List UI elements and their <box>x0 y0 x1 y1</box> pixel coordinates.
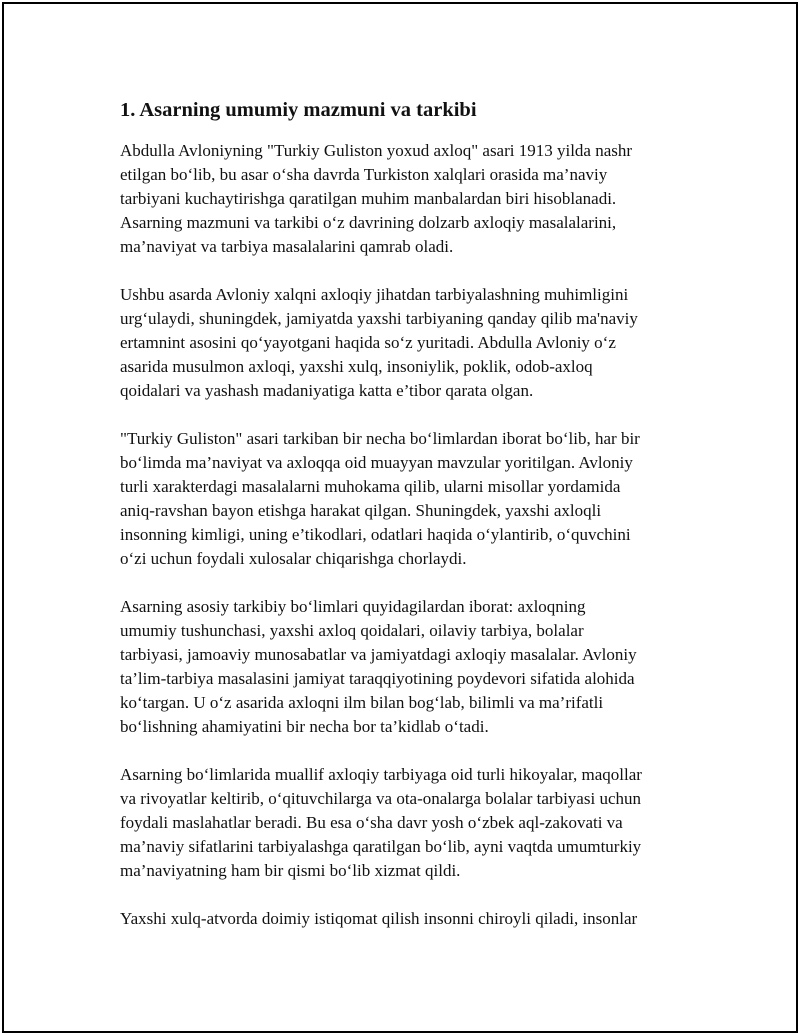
text-line: ma’naviyat va tarbiya masalalarini qamrab oladi. <box>120 237 454 256</box>
paragraph-list <box>120 139 700 931</box>
text-line: "Turkiy Guliston" asari tarkiban bir necha bo‘limlardan iborat bo‘lib, har bir <box>120 429 640 448</box>
paragraph <box>120 427 700 571</box>
text-line: urg‘ulaydi, shuningdek, jamiyatda yaxshi tarbiyaning qanday qilib ma'naviy <box>120 309 638 328</box>
paragraph <box>120 763 700 883</box>
paragraph <box>120 907 700 931</box>
text-line: ma’naviyatning ham bir qismi bo‘lib xizmat qildi. <box>120 861 461 880</box>
text-line: asarida musulmon axloqi, yaxshi xulq, insoniylik, poklik, odob-axloq <box>120 357 593 376</box>
text-line: turli xarakterdagi masalalarni muhokama qilib, ularni misollar yordamida <box>120 477 621 496</box>
text-line: Asarning bo‘limlarida muallif axloqiy tarbiyaga oid turli hikoyalar, maqollar <box>120 765 642 784</box>
section-heading: 1. Asarning umumiy mazmuni va tarkibi <box>120 99 477 121</box>
text-line: umumiy tushunchasi, yaxshi axloq qoidalari, oilaviy tarbiya, bolalar <box>120 621 584 640</box>
paragraph <box>120 595 700 739</box>
text-line: Yaxshi xulq-atvorda doimiy istiqomat qilish insonni chiroyli qiladi, insonlar <box>120 909 638 928</box>
text-line: bo‘lishning ahamiyatini bir necha bor ta’kidlab o‘tadi. <box>120 717 489 736</box>
text-line: qoidalari va yashash madaniyatiga katta e’tibor qarata olgan. <box>120 381 534 400</box>
text-line: tarbiyani kuchaytirishga qaratilgan muhim manbalardan biri hisoblanadi. <box>120 189 617 208</box>
text-line: o‘zi uchun foydali xulosalar chiqarishga chorlaydi. <box>120 549 467 568</box>
text-line: tarbiyasi, jamoaviy munosabatlar va jamiyatdagi axloqiy masalalar. Avloniy <box>120 645 637 664</box>
paragraph <box>120 283 700 403</box>
text-line: Abdulla Avloniyning "Turkiy Guliston yoxud axloq" asari 1913 yilda nashr <box>120 141 633 160</box>
text-line: ta’lim-tarbiya masalasini jamiyat taraqqiyotining poydevori sifatida alohida <box>120 669 635 688</box>
text-line: aniq-ravshan bayon etishga harakat qilgan. Shuningdek, yaxshi axloqli <box>120 501 602 520</box>
text-line: va rivoyatlar keltirib, o‘qituvchilarga va ota-onalarga bolalar tarbiyasi uchun <box>120 789 641 808</box>
paragraph <box>120 139 700 259</box>
page-frame <box>2 2 798 1033</box>
text-line: ertamnint asosini qo‘yayotgani haqida so‘z yuritadi. Abdulla Avloniy o‘z <box>120 333 616 352</box>
text-line: Asarning asosiy tarkibiy bo‘limlari quyidagilardan iborat: axloqning <box>120 597 586 616</box>
text-line: bo‘limda ma’naviyat va axloqqa oid muayyan mavzular yoritilgan. Avloniy <box>120 453 633 472</box>
text-line: insonning kimligi, uning e’tikodlari, odatlari haqida o‘ylantirib, o‘quvchini <box>120 525 631 544</box>
text-line: ko‘targan. U o‘z asarida axloqni ilm bilan bog‘lab, bilimli va ma’rifatli <box>120 693 604 712</box>
text-line: etilgan bo‘lib, bu asar o‘sha davrda Turkiston xalqlari orasida ma’naviy <box>120 165 608 184</box>
document-body <box>120 96 700 955</box>
text-line: Asarning mazmuni va tarkibi o‘z davrining dolzarb axloqiy masalalarini, <box>120 213 617 232</box>
text-line: Ushbu asarda Avloniy xalqni axloqiy jihatdan tarbiyalashning muhimligini <box>120 285 629 304</box>
text-line: ma’naviy sifatlarini tarbiyalashga qaratilgan bo‘lib, ayni vaqtda umumturkiy <box>120 837 642 856</box>
text-line: foydali maslahatlar beradi. Bu esa o‘sha davr yosh o‘zbek aql-zakovati va <box>120 813 623 832</box>
